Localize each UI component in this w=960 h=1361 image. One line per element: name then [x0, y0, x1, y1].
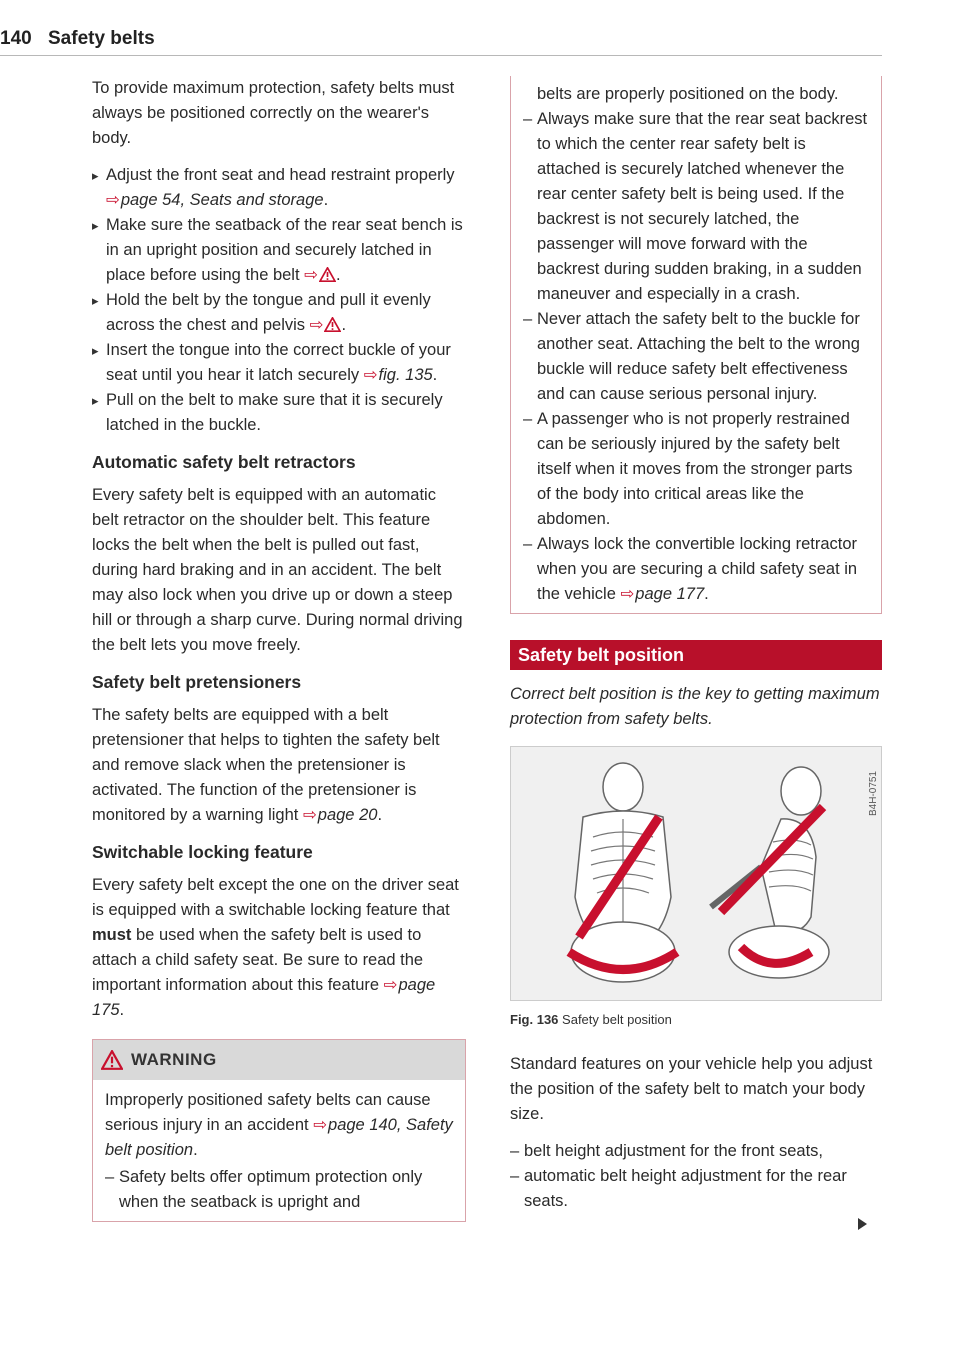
warning-box	[92, 1039, 466, 1222]
step-item: ▸ Insert the tongue into the correct buckle of your seat until you hear it latch securely ⇨fig. 135.	[92, 338, 466, 388]
warning-list	[105, 1165, 453, 1215]
warning-intro: Improperly positioned safety belts can cause serious injury in an accident ⇨page 140, Safety belt position.	[105, 1091, 453, 1159]
page-reference-link[interactable]: ⇨page 20	[302, 806, 378, 824]
page-reference-link[interactable]: ⇨page 175	[92, 976, 436, 1019]
feature-item: – belt height adjustment for the front seats,	[510, 1139, 882, 1164]
warning-triangle-icon[interactable]	[319, 267, 336, 282]
warning-triangle-icon	[101, 1050, 123, 1070]
instruction-steps	[92, 163, 466, 438]
figure-code: B4H-0751	[868, 771, 879, 817]
locking-paragraph: Every safety belt except the one on the driver seat is equipped with a switchable locking feature that must be used when the safety belt is used to attach a child safety seat. Be sure to read the important information about this feature ⇨page 175.	[92, 876, 459, 1019]
warning-item: – Always lock the convertible locking retractor when you are securing a child safety seat in the vehicle ⇨page 177.	[523, 532, 869, 607]
arrow-right-icon: ⇨	[302, 806, 317, 824]
warning-body	[93, 1080, 465, 1221]
warning-triangle-icon[interactable]	[324, 317, 341, 332]
arrow-right-icon: ⇨	[363, 366, 378, 384]
step-item: ▸ Make sure the seatback of the rear seat bench is in an upright position and securely latched in place before using the belt ⇨ .	[92, 213, 466, 288]
retractors-paragraph: Every safety belt is equipped with an automatic belt retractor on the shoulder belt. This feature locks the belt when the belt is pulled out fast, during hard braking and in an accident. The belt may also lock when you drive up or down a steep hill or through a sharp curve. During normal driving the belt lets you move freely.	[92, 486, 463, 654]
figure-caption: Fig. 136 Safety belt position	[510, 1012, 672, 1027]
continue-arrow-icon[interactable]	[858, 1218, 867, 1230]
step-item: ▸ Pull on the belt to make sure that it is securely latched in the buckle.	[92, 388, 466, 438]
front-torso-illustration	[569, 763, 677, 982]
warning-continued-text: belts are properly positioned on the body.	[537, 85, 839, 103]
warning-box-continued	[510, 76, 882, 614]
arrow-right-icon: ⇨	[620, 585, 635, 603]
section-title: Safety belts	[48, 28, 155, 49]
section-banner: Safety belt position	[510, 640, 882, 670]
left-column	[92, 76, 466, 1222]
arrow-right-icon: ⇨	[106, 191, 120, 209]
warning-list	[523, 107, 869, 607]
page-header	[0, 22, 882, 56]
figure-reference-link[interactable]: ⇨fig. 135	[363, 366, 433, 384]
warning-header	[93, 1040, 465, 1080]
right-column	[510, 76, 882, 1214]
features-paragraph: Standard features on your vehicle help you adjust the position of the safety belt to match your body size.	[510, 1055, 873, 1123]
locking-heading: Switchable locking feature	[92, 842, 313, 862]
arrow-right-icon: ⇨	[304, 266, 318, 284]
side-seated-illustration	[711, 767, 829, 978]
arrow-right-icon: ⇨	[313, 1116, 328, 1134]
feature-item: – automatic belt height adjustment for the rear seats.	[510, 1164, 882, 1214]
belt-position-illustration	[511, 747, 883, 1002]
warning-item: – Safety belts offer optimum protection only when the seatback is upright and	[105, 1165, 453, 1215]
page-number: 140	[0, 28, 32, 49]
warning-label: WARNING	[131, 1050, 217, 1069]
pretensioners-paragraph: The safety belts are equipped with a belt pretensioner that helps to tighten the safety belt and remove slack when the pretensioner is activated. The function of the pretensioner is monitored by a warning light ⇨page 20.	[92, 706, 440, 824]
step-item: ▸ Adjust the front seat and head restraint properly ⇨page 54, Seats and storage.	[92, 163, 466, 213]
page-reference-link[interactable]: ⇨page 140, Safety belt position	[105, 1116, 453, 1159]
step-item: ▸ Hold the belt by the tongue and pull it evenly across the chest and pelvis ⇨ .	[92, 288, 466, 338]
retractors-heading: Automatic safety belt retractors	[92, 452, 356, 472]
pretensioners-heading: Safety belt pretensioners	[92, 672, 302, 692]
warning-item: – Never attach the safety belt to the buckle for another seat. Attaching the belt to the wrong buckle will reduce safety belt effectiveness and can cause serious personal injury.	[523, 307, 869, 407]
page-reference-link[interactable]: ⇨page 54, Seats and storage	[106, 191, 324, 209]
warning-item: – Always make sure that the rear seat backrest to which the center rear safety belt is attached is securely latched whenever the rear center safety belt is being used. If the backrest is not securely latched, the passenger will move forward with the backrest during sudden braking, in a sudden maneuver and especially in a crash.	[523, 107, 869, 307]
arrow-right-icon: ⇨	[383, 976, 398, 994]
arrow-right-icon: ⇨	[309, 316, 324, 334]
section-intro: Correct belt position is the key to getting maximum protection from safety belts.	[510, 685, 880, 728]
figure-safety-belt-position	[510, 746, 882, 1001]
warning-item: – A passenger who is not properly restrained can be seriously injured by the safety belt itself when it moves from the stronger parts of the body into critical areas like the abdomen.	[523, 407, 869, 532]
page-reference-link[interactable]: ⇨page 177	[620, 585, 705, 603]
features-list	[510, 1139, 882, 1214]
intro-paragraph: To provide maximum protection, safety belts must always be positioned correctly on the wearer's body.	[92, 79, 455, 147]
